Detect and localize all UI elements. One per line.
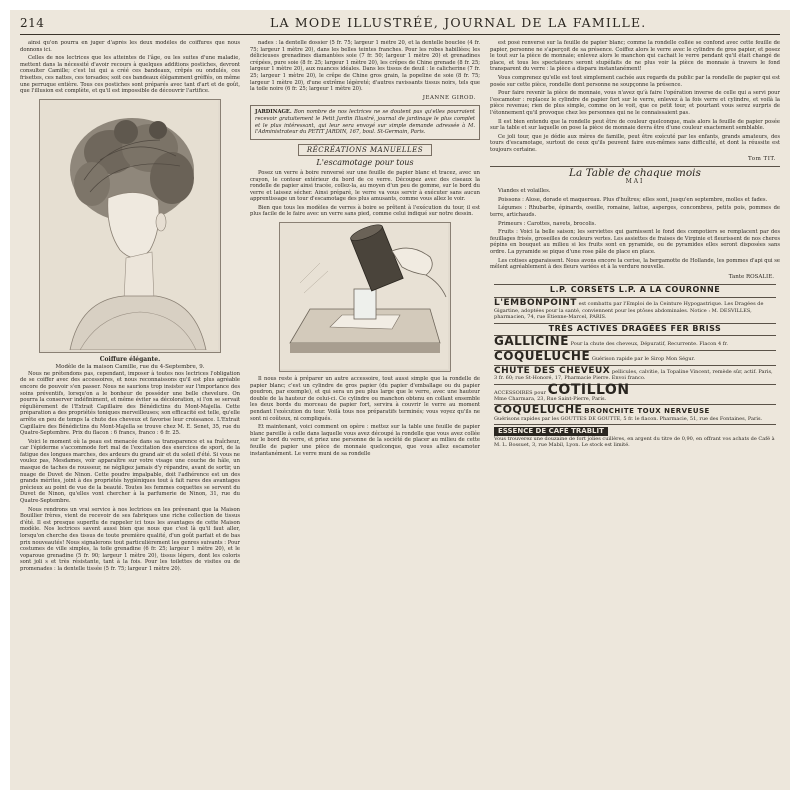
menu-signature: Tante ROSALIE. [728,273,774,280]
col1-paragraph: Nous ne prétendons pas, cependant, imposer à toutes nos lectrices l'obligation de se coiffer avec des accessoires, et nous reconnaissons qu'il est plus agréable encore de pouvoir s'en passer. Nous ne saurions trop insister sur l'importance des soins préventifs, lorsqu'on a le bonheur de posséder une belle chevelure. On pourra la conserver indéfiniment, et même éviter sa décoloration, si l'on se servait régulièrement de l'Extrait Capillaire des Bénédictins du Mont-Majella. Cette préparation a des propriétés toniques merveilleuses; son efficacité est telle, qu'elle arrête en peu de temps la chute des cheveux et favorise leur croissance. L'Extrait Capillaire des Bénédictins du Mont-Majella se trouve chez M. E. Senet, 35, rue du Quatre-Septembre. Prix du flacon : 6 francs, franco : 6 fr. 25. [20,370,240,437]
col3-paragraph: Vous comprenez qu'elle est tout simplement cachée aux regards du public par la rondelle de papier qui est posée sur cette pièce, rondelle dont personne ne soupçonne la présence. [490,74,780,88]
caption-subtitle: Modèle de la maison Camille, rue du 4-Septembre, 9. [55,363,205,370]
col2-paragraph: Il nous reste à préparer un autre accessoire, tout aussi simple que la rondelle de papier blanc; c'est un cylindre de gros papier (du papier d'emballage ou du papier goudron, par exemple), et qui sera un peu plus large que le verre, avec une hauteur double de la hauteur de celui-ci. Ce cylindre ou manchon obtenu en collant ensemble les deux bords du morceau de papier fort, servira à couvrir le verre au moment pendant l'exécution du tour. Voilà tous nos préparatifs terminés; vous voyez qu'ils ne sont ni coûteux, ni compliqués. [250,376,480,422]
hand-glass-illustration [280,223,448,369]
menu-paragraph: Primeurs : Carottes, navets, brocolis. [498,220,597,227]
ad-cotillon-text: Mme Charmara, 23, Rue Saint-Pierre, Paris. [494,396,607,403]
ad-chute-cheveux [494,365,776,384]
notice-title: JARDINAGE. [255,109,292,116]
ad-embonpoint [494,297,776,323]
ad-gallicine-title: GALLICINE [494,334,569,349]
col2-paragraph: Bien que tous les modèles de verres à boire se prêtent à l'exécution du tour, il est plus facile de le faire avec un verre sans pied, comme celui indiqué sur notre dessin. [250,204,480,218]
page-header [10,10,790,38]
ad-embonpoint-text: est combattu par l'Emploi de la Ceinture Hypogastrique. Les Dragées de Gigartine, adoptées pour la santé, conviennent pour les ptôses abdominales. Notice : M. DESVILLES, pharmacien, 74, rue Étienne-Marcel, PARIS. [494,301,764,321]
ad-embonpoint-title: L'EMBONPOINT [494,298,577,308]
ad-cotillon-title: COTILLON [547,381,630,398]
col3-paragraph: Il est bien entendu que la rondelle peut être de couleur quelconque, mais alors la feuille de papier posée sur la table et sur laquelle on pose la pièce de monnaie devra être d'une couleur exactement semblable. [490,118,780,132]
col1-paragraph: Nous rendrons un vrai service à nos lectrices en les prévenant que la Maison Bouillier frères, vient de recevoir de ses fabriques une riche collection de tissus d'été. Il est presque superflu de rappeler ici tous les avantages de cette Maison modèle. Nos lectrices savent aussi bien que nous que c'est là qu'il faut aller, lorsqu'on cherche des tissus de toute première qualité, d'un goût parfait et de bas prix nouveautés! Nous signalerons tout particulièrement les genres suivants : Pour costumes de ville simples, la toile grenadine (6 fr. 25; largeur 1 mètre 20), et le voparoue grenadine (5 fr. 90; largeur 1 mètre 20), tissus légers, dont les coloris sont joli s et très résistante, tant à la fois. Pour les toilettes de visites ou de promenades : la dentelle tissée (5 fr. 75; largeur 1 mètre 20). [20,506,240,572]
magic-trick-engraving [279,222,451,372]
month-label: MAI [625,177,645,185]
ad-gallicine [494,335,776,350]
col3-paragraph: Pour faire revenir la pièce de monnaie, vous n'avez qu'à faire l'opération inverse de celle qui a servi pour l'escamoter : replacez le cylindre de papier fort sur le verre, enlevez à la fois verre et cylindre, et voilà la pièce revenue; rien de plus simple, comme on le voit, que ce petit tour, et pourtant vous serez surpris de l'étonnement qu'il provoque chez les personnes qui ne le connaissaient pas. [490,90,780,116]
header-rule [20,34,780,35]
menu-paragraph: Fruits : Voici la belle saison; les serviettes qui garnissent le fond des compotiers se remplacent par des feuillages frisés, groseilles de couleurs vertes. Les assiettes de fraises de Virginie et fleurissent de nos cheres pépins en bouquet au milieu si les fruits sont en pyramide, ou de pyramides elles seront disposées sans ordre. La pyramide se pique d'une rose pâle de place en place. [490,229,780,256]
caption-title: Coiffure élégante. [99,355,161,363]
column-middle [250,40,480,780]
col2-paragraph: Posez un verre à boire renversé sur une feuille de papier blanc et tracez, avec un crayon, le contour extérieur du bord de ce verre. Découpez avec des ciseaux la rondelle de papier ainsi tracée, collez-la, au moyen d'un peu de gomme, sur le bord du verre et laissez sécher. Ainsi préparé, le verre va vous servir à exécuter sans aucun apprentissage un tour d'escamotage des plus amusants, comme vous allez le voir. [250,169,480,203]
author-signature: JEANNE GIROD. [422,94,476,101]
col2-paragraph: nades : la dentelle dossier (5 fr. 75; largeur 1 mètre 20, et la dentelle bouclée (4 fr. 75; largeur 1 mètre 20), dans les belles teintes franches. Pour les robes habillées; les délicieuses grenadines diamantées soie (7 fr. 50; largeur 1 mètre 20) et grenadines crépées, pure soie (8 fr. 25; largeur 1 mètre 20), les crêpes de Chine grenade (8 fr. 25; largeur 1 mètre 20), aux nuances idéales. Dans les tissus de deuil : le calicherine (7 fr. 25; largeur 1 mètre 20), le crêpe de Chine gros grain, la popeline de soie (8 fr. 75; largeur 1 mètre 20), d'une extrême légèreté; d'autres ravissants tissus noirs, tels que la toile noire (6 fr. 25; largeur 1 mètre 20). [250,40,480,93]
ad-cafe-text: Vous trouverez une douzaine de fort jolies cuillères, en argent du titre de 0,90, en offrant vos achats de Café à M. L. Bossuet, 3, rue Mabil, Lyon. Le stock est limité. [494,435,775,448]
ad-essence-cafe [494,424,776,450]
article-heading: L'escamotage pour tous [316,158,414,168]
menu-paragraph: Légumes : Rhubarbe, épinards, oseille, romaine, laitue, asperges, concombres, petits pois, pommes de terre, artichauds. [490,205,780,219]
col1-paragraph: Voici le moment où la peau est menacée dans sa transparence et sa fraîcheur, car l'épiderme s'accommode fort mal de l'excitation des exercices de sport, de la fatigue des longues marches, des ardeurs du grand air et du soleil d'été. Si vous ne voulez pas, Mesdames, voir apparaître sur votre visage une couche de hâle, un masque de taches de rousseur, ne négligez jamais d'y répandre, avant de sortir, un nuage de Duvet de Ninon. Cette poudre impalpable, doit l'adhérence est un des grands mérites, joint à des propriétés hygiéniques tout à fait rares des avantages précieux au point de vue de la beauté. Toutes les femmes coquettes se servent du Duvet de Ninon, qu'elles vont chercher à la parfumerie de Ninon, 31, rue du Quatre-Septembre. [20,438,240,505]
ad-corsets-title: L.P. CORSETS L.P. A LA COURONNE [549,285,721,295]
ad-coqueluche-text: Guérison rapide par le Sirop Mon Ségur. [591,355,695,362]
ad-chute-title: CHUTE DES CHEVEUX [494,365,611,376]
col3-paragraph: est posé renversé sur la feuille de papier blanc; comme la rondelle collée se confond avec cette feuille de papier, personne ne s'aperçoit de sa présence. Coiffez alors le verre avec le cylindre de gros papier, et posez le tout sur la pièce de monnaie; enlevez alors le manchon qui cachait le verre pendant qu'il était changé de place, et tous les spectateurs seront stupéfaits de ne plus voir la pièce de monnaie à travers le fond transparent du verre : la pièce a disparu instantanément! [490,40,780,73]
ad-coqueluche [494,350,776,365]
column-left [20,40,240,780]
ad-coqueluche2-title: COQUELUCHE [494,403,583,417]
banner-label: RÉCRÉATIONS MANUELLES [298,144,432,157]
ad-cotillon [494,381,776,405]
jardinage-notice [250,105,480,139]
hairstyle-engraving [39,99,221,353]
section-banner [250,144,480,157]
col1-paragraph: Celles de nos lectrices que les atteintes de l'âge, ou les suites d'une maladie, mettent dans la nécessité d'avoir recours à quelques additions postiches, devront consulter Camille; c'est lui qui a créé ces bandeaux, crêpés ou ondulés, ces frisettes, ces nattes, ces torsades; soit ces bandeaux élégamment gréffés, on même une perruque entière. Tous ces postiches sont préparés avec tant d'art et de goût, que l'illusion est complète, et qu'il est impossible de découvrir l'artifice. [20,55,240,95]
engraving-caption [20,356,240,371]
menu-paragraph: Viandes et volailles. [498,188,551,195]
menu-paragraph: Poissons : Alose, dorade et maquereau. Plus d'huîtres; elles sont, jusqu'en septembre, molles et fades. [498,196,768,203]
monthly-table-title: La Table de chaque mois [569,167,701,180]
journal-title: LA MODE ILLUSTRÉE, JOURNAL DE LA FAMILLE. [270,15,647,30]
woman-portrait-illustration [40,100,218,350]
ad-corsets [494,284,776,297]
ad-chute-text: pellicules, calvitie, la Topaline Vincent, remède sûr, actif. Paris, 3 fr. 60; rue St-Honoré, 17, Pharmacie Pierre. Envoi franco. [494,368,773,382]
column-right [490,40,780,780]
col1-paragraph: ainsi qu'on pourra en juger d'après les deux modèles de coiffures que nous donnons ici. [20,40,240,53]
notice-text: Bon nombre de nos lectrices ne se doutent pas qu'elles pourraient recevoir gratuitement le Petit Jardin Illustré, journal de jardinage le plus complet et le plus intéressant, qui leur sera envoyé sur simple demande adressée à M. l'Administrateur du PETIT JARDIN, 167, boul. St-Germain, Paris. [255,109,475,136]
ad-bronchite-title: BRONCHITE TOUX NERVEUSE [584,407,710,416]
ad-coqueluche-title: COQUELUCHE [494,348,591,363]
col3-paragraph: Ce joli tour, que je dédie aux mères de famille, peut être exécuté par les enfants, grands amateurs, des tours d'escamotage, surtout de ceux qu'ils peuvent faire eux-mêmes sans difficulté, et dont la réussite est toujours certaine. [490,133,780,153]
ad-cafe-title: ESSENCE DE CAFÉ TRABLIT [494,427,608,436]
ad-cotillon-small: ACCESSOIRES pour [494,389,546,396]
ad-coqueluche2-text: Guérisons rapides par les GOUTTES DE GOUTTE, 5 fr. le flacon. Pharmacie, 51, rue des Fontaines, Paris. [494,415,763,422]
newspaper-page [10,10,790,790]
col2-paragraph: Et maintenant, voici comment on opère : mettez sur la table une feuille de papier blanc pareille à celle dans laquelle vous avez découpé la rondelle que vous avez collée sur le bord du verre, et priez une personne de la société de placer au milieu de cette feuille de papier une pièce de monnaie quelconque, que vous allez escamoter instantanément. Le verre muni de sa rondelle [250,424,480,457]
author-signature: Tom TIT. [748,155,776,162]
menu-paragraph: Les cotises apparaissent. Nous avons encore la cerise, la bergamotte de Hollande, les pommes d'api qui se mêlent agréablement à des fleurs variées et à la verdure nouvelle. [490,257,780,271]
ad-coqueluche-bronchite [494,404,776,424]
ad-dragees-title: TRÈS ACTIVES DRAGÉES FER BRISS [548,323,722,333]
ad-gallicine-text: Pour la chute des cheveux, Dépuratif, Recurrente. Flacon 4 fr. [570,341,728,348]
page-number: 214 [20,16,45,30]
